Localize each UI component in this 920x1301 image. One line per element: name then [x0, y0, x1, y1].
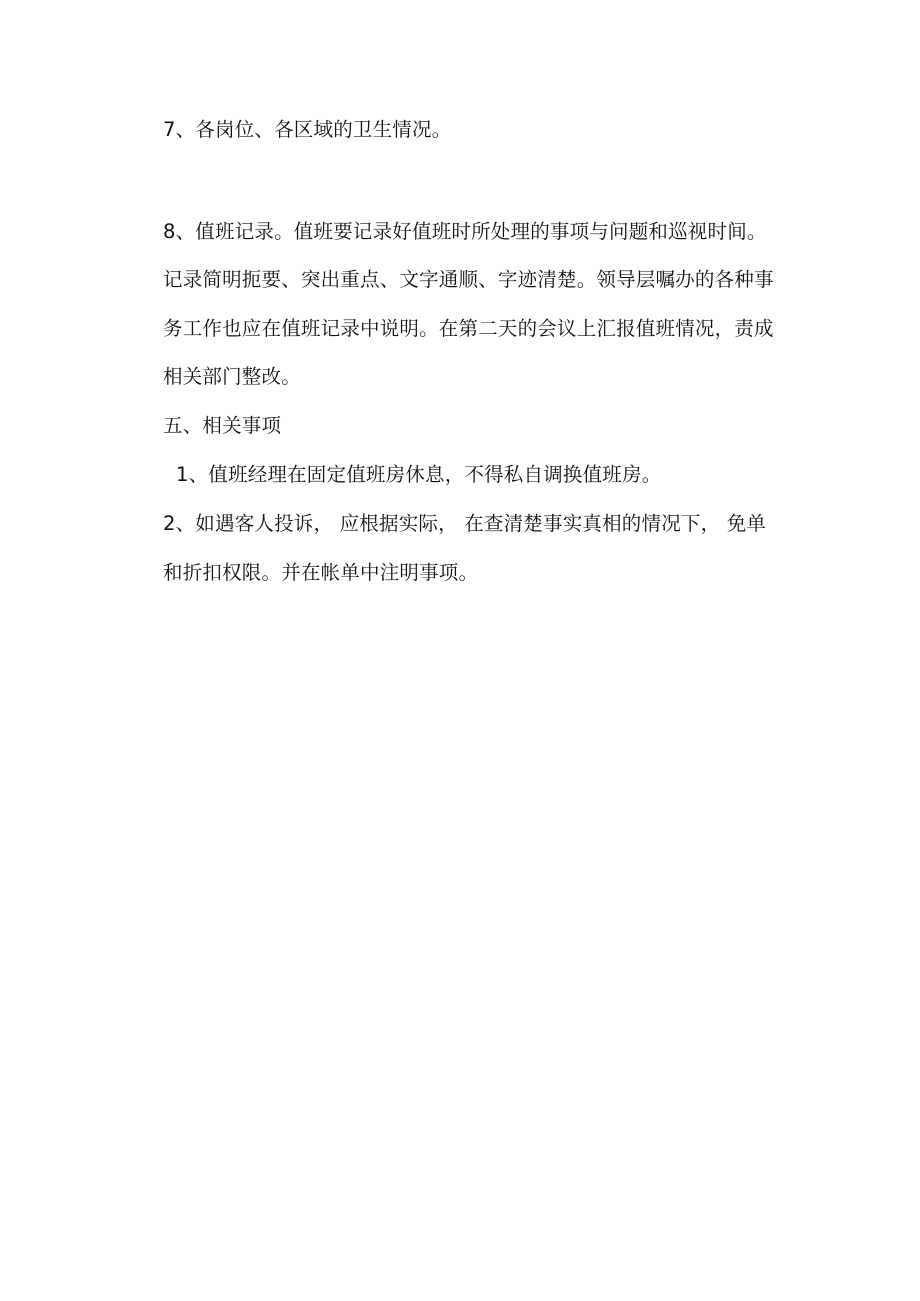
paragraph-line: 务工作也应在值班记录中说明。在第二天的会议上汇报值班情况，责成	[163, 317, 774, 340]
paragraph-line: 和折扣权限。并在帐单中注明事项。	[163, 561, 479, 584]
list-item-1: 1、值班经理在固定值班房休息，不得私自调换值班房。	[176, 463, 662, 486]
list-item-2: 2、如遇客人投诉， 应根据实际， 在查清楚事实真相的情况下， 免单	[163, 512, 767, 535]
section-heading: 五、相关事项	[163, 414, 282, 437]
item-7-text: 7、各岗位、各区域的卫生情况。	[163, 118, 452, 141]
paragraph-line: 记录简明扼要、突出重点、文字通顺、字迹清楚。领导层嘱办的各种事	[163, 268, 774, 291]
item-8-text: 8、值班记录。值班要记录好值班时所处理的事项与问题和巡视时间。	[163, 220, 767, 243]
paragraph-line: 相关部门整改。	[163, 365, 301, 388]
